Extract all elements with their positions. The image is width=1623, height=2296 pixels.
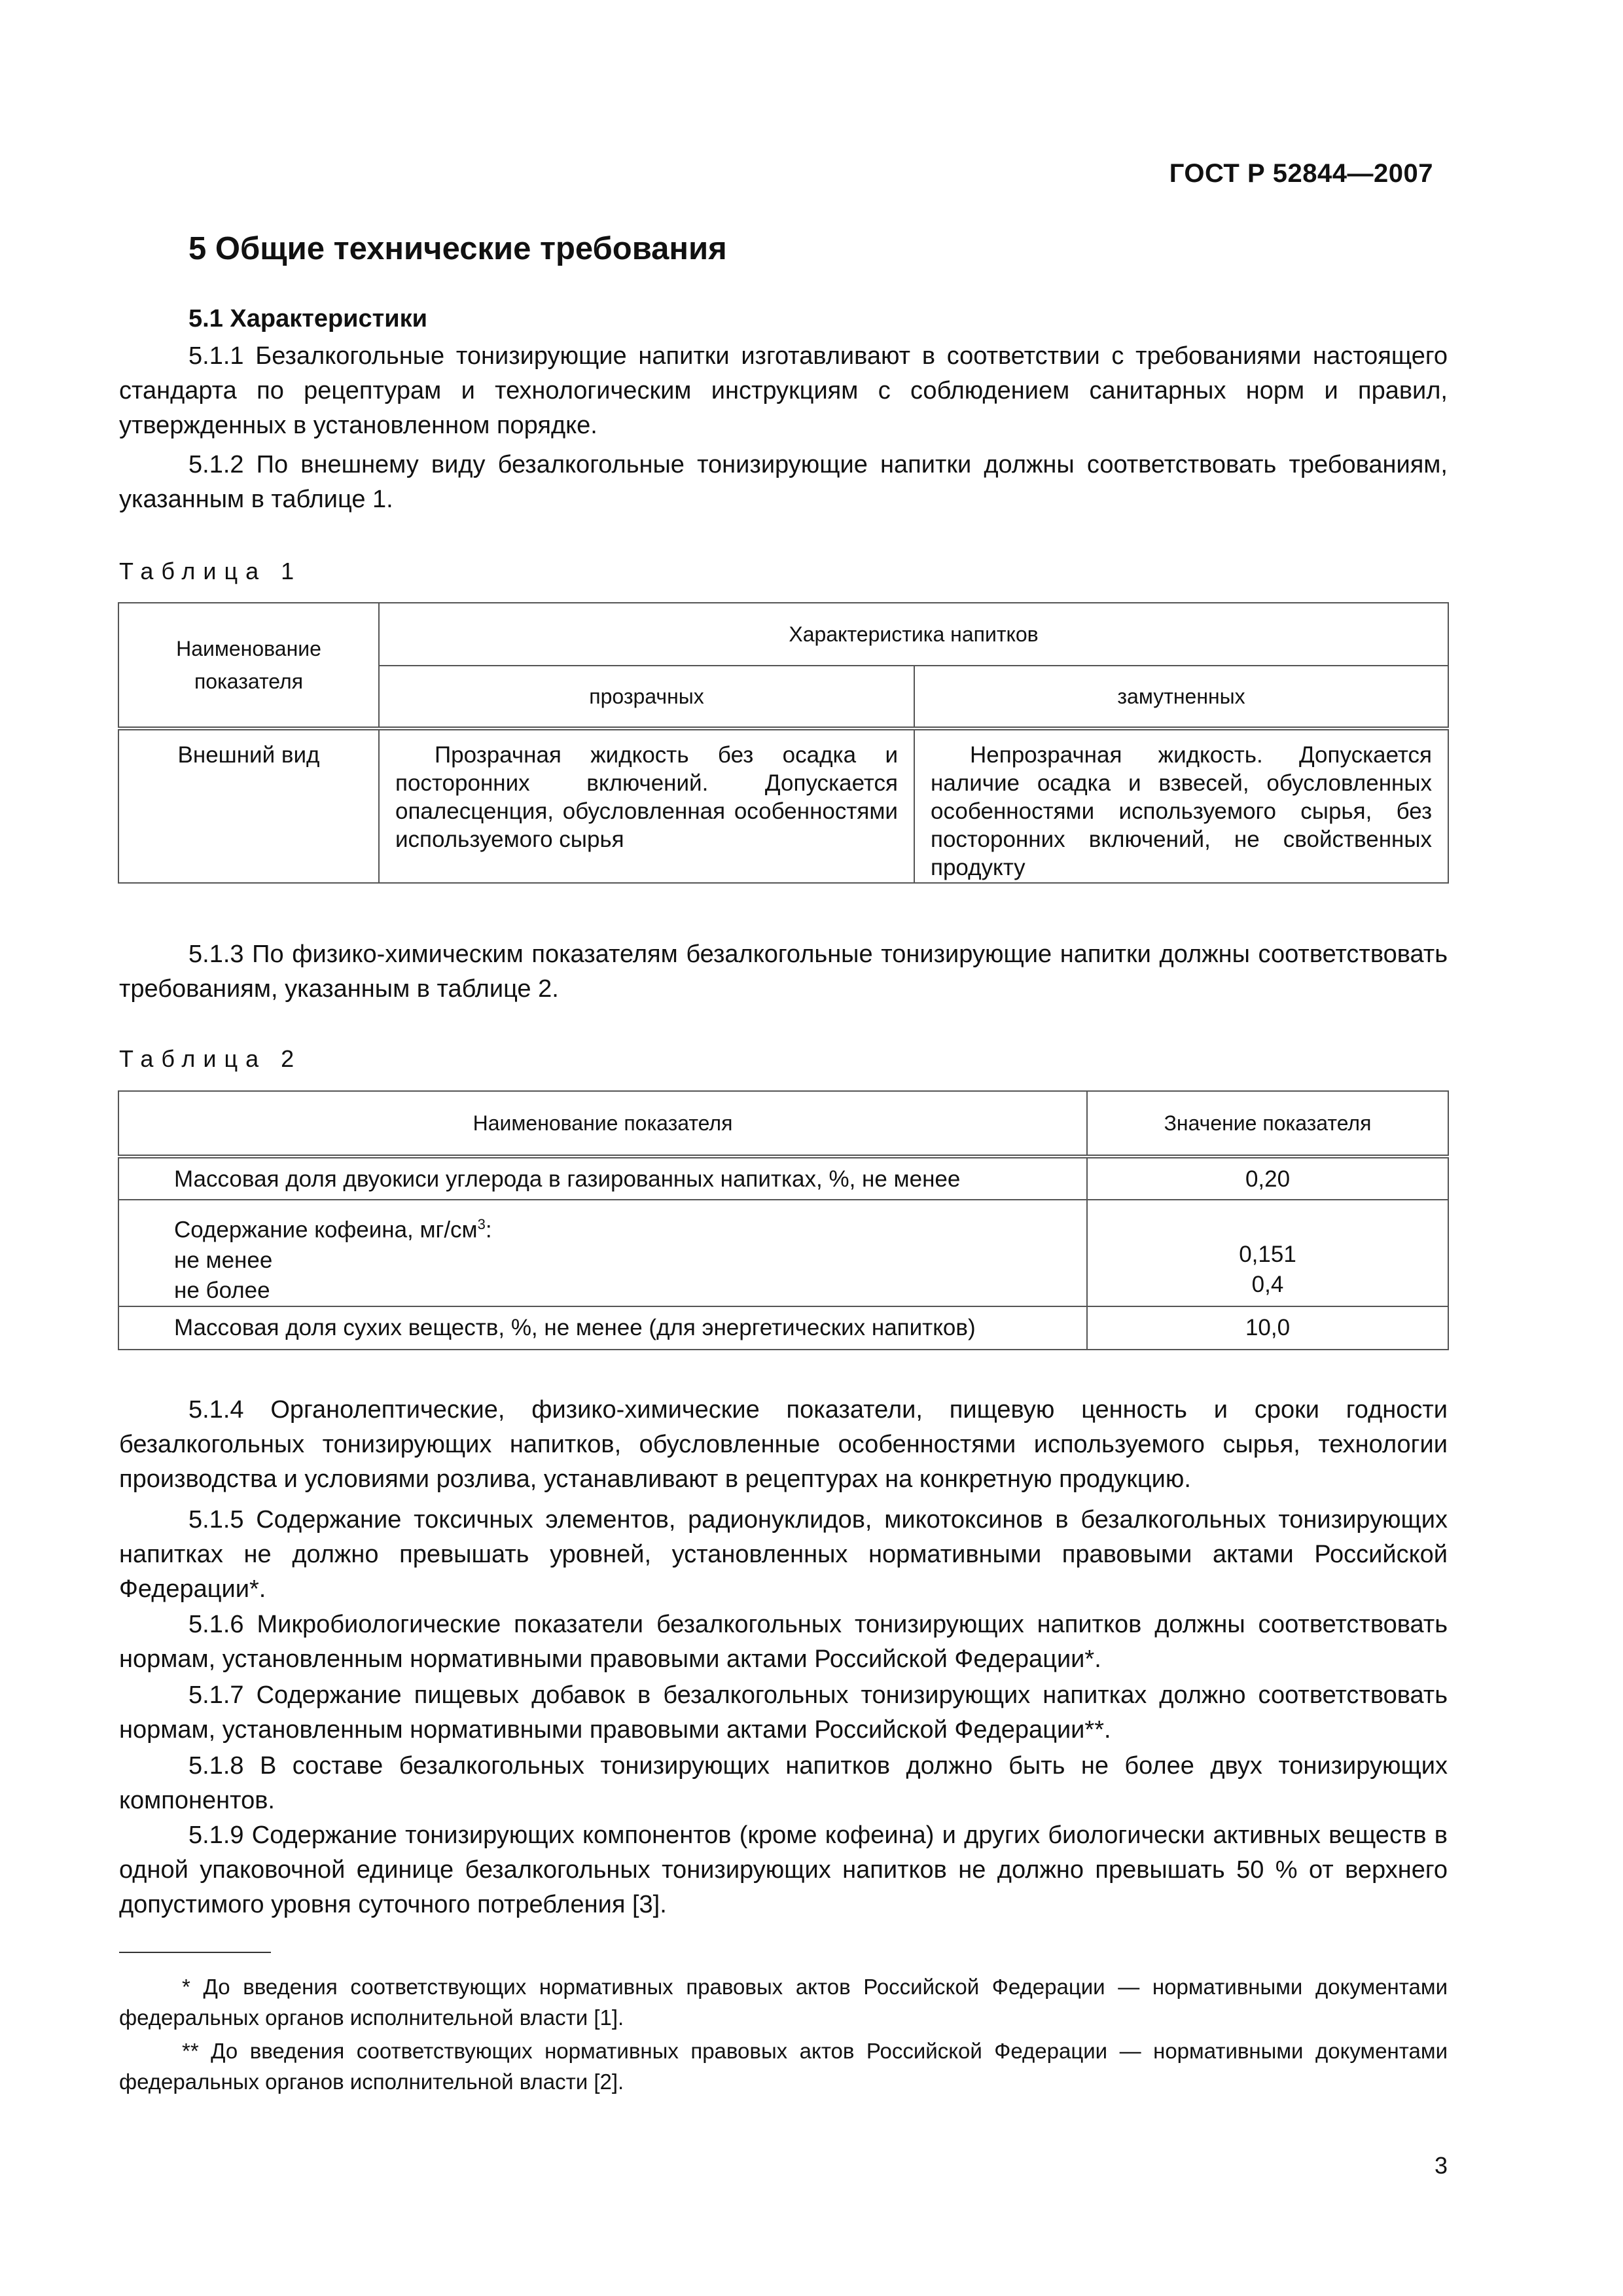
table-1-row-name: Внешний вид <box>118 728 379 883</box>
paragraph-5-1-4: 5.1.4 Органолептические, физико-химические показатели, пищевую ценность и сроки годности безалкогольных тонизирующих напитков, обусловленные особенностями используемого сырья, технологии производства и условиями розлива, устанавливают в рецептурах на конкретную продукцию. <box>119 1396 1448 1493</box>
table-1 <box>118 602 1449 884</box>
paragraph-5-1-5: 5.1.5 Содержание токсичных элементов, радионуклидов, микотоксинов в безалкогольных тонизирующих напитках не должно превышать уровней, установленных нормативными правовыми актами Российской Федерации*. <box>119 1506 1448 1603</box>
table-2-row-solids-value: 10,0 <box>1087 1306 1448 1350</box>
table-2-row-caffeine-name: Содержание кофеина, $мг/см^3$: не менее не более <box>118 1200 1087 1306</box>
footnote-divider <box>119 1952 271 1953</box>
page-number: 3 <box>1434 2152 1448 2179</box>
caffeine-max-label: не более <box>174 1277 270 1303</box>
footnote-1: * До введения соответствующих нормативных правовых актов Российской Федерации — нормативными документами федеральных органов исполнительной власти [1]. <box>119 1975 1448 2030</box>
caffeine-min-label: не менее <box>174 1247 273 1273</box>
footnote-2: ** До введения соответствующих нормативных правовых актов Российской Федерации — нормативными документами федеральных органов исполнительной власти [2]. <box>119 2039 1448 2094</box>
paragraph-5-1-8: 5.1.8 В составе безалкогольных тонизирующих напитков должно быть не более двух тонизирующих компонентов. <box>119 1752 1448 1814</box>
table-1-header-characteristics: Характеристика напитков <box>379 603 1448 666</box>
subsection-title: 5.1 Характеристики <box>188 305 428 332</box>
paragraph-5-1-6: 5.1.6 Микробиологические показатели безалкогольных тонизирующих напитков должны соответствовать нормам, установленным нормативными правовыми актами Российской Федерации*. <box>119 1611 1448 1673</box>
paragraph-5-1-9: 5.1.9 Содержание тонизирующих компонентов (кроме кофеина) и других биологически активных веществ в одной упаковочной единице безалкогольных тонизирующих напитков не должно превышать 50 % от верхнего допустимого уровня суточного потребления [3]. <box>119 1821 1448 1918</box>
table-2 <box>118 1090 1449 1350</box>
paragraph-5-1-2: 5.1.2 По внешнему виду безалкогольные тонизирующие напитки должны соответствовать требованиям, указанным в таблице 1. <box>119 451 1448 513</box>
paragraph-5-1-1: 5.1.1 Безалкогольные тонизирующие напитки изготавливают в соответствии с требованиями настоящего стандарта по рецептурам и технологическим инструкциям с соблюдением санитарных норм и правил, утвержденных в установленном порядке. <box>119 342 1448 439</box>
caffeine-min-value: 0,151 <box>1239 1242 1296 1267</box>
table-2-row-caffeine-value <box>1087 1200 1448 1306</box>
table-1-header-cloudy: замутненных <box>914 666 1448 728</box>
table-1-caption: Таблица 1 <box>119 558 302 584</box>
paragraph-5-1-7: 5.1.7 Содержание пищевых добавок в безалкогольных тонизирующих напитках должно соответствовать нормам, установленным нормативными правовыми актами Российской Федерации**. <box>119 1681 1448 1744</box>
table-2-header-value: Значение показателя <box>1087 1091 1448 1157</box>
caffeine-max-value: 0,4 <box>1251 1272 1284 1297</box>
document-code: ГОСТ Р 52844—2007 <box>1169 159 1433 188</box>
table-1-header-indicator: Наименование показателя <box>118 603 379 728</box>
table-1-row-cloudy: Непрозрачная жидкость. Допускается наличие осадка и взвесей, обусловленных особенностями используемого сырья, без посторонних включений, не свойственных продукту <box>914 728 1448 883</box>
table-2-caption: Таблица 2 <box>119 1045 302 1072</box>
table-2-row-solids-name: Массовая доля сухих веществ, %, не менее (для энергетических напитков) <box>118 1306 1087 1350</box>
table-2-row-co2-value: 0,20 <box>1087 1157 1448 1200</box>
table-2-header-name: Наименование показателя <box>118 1091 1087 1157</box>
section-title: 5 Общие технические требования <box>188 231 727 266</box>
table-1-header-clear: прозрачных <box>379 666 914 728</box>
table-1-row-clear: Прозрачная жидкость без осадка и посторонних включений. Допускается опалесценция, обусловленная особенностями используемого сырья <box>379 728 914 883</box>
table-2-row-co2-name: Массовая доля двуокиси углерода в газированных напитках, %, не менее <box>118 1157 1087 1200</box>
paragraph-5-1-3: 5.1.3 По физико-химическим показателям безалкогольные тонизирующие напитки должны соответствовать требованиям, указанным в таблице 2. <box>119 941 1448 1003</box>
